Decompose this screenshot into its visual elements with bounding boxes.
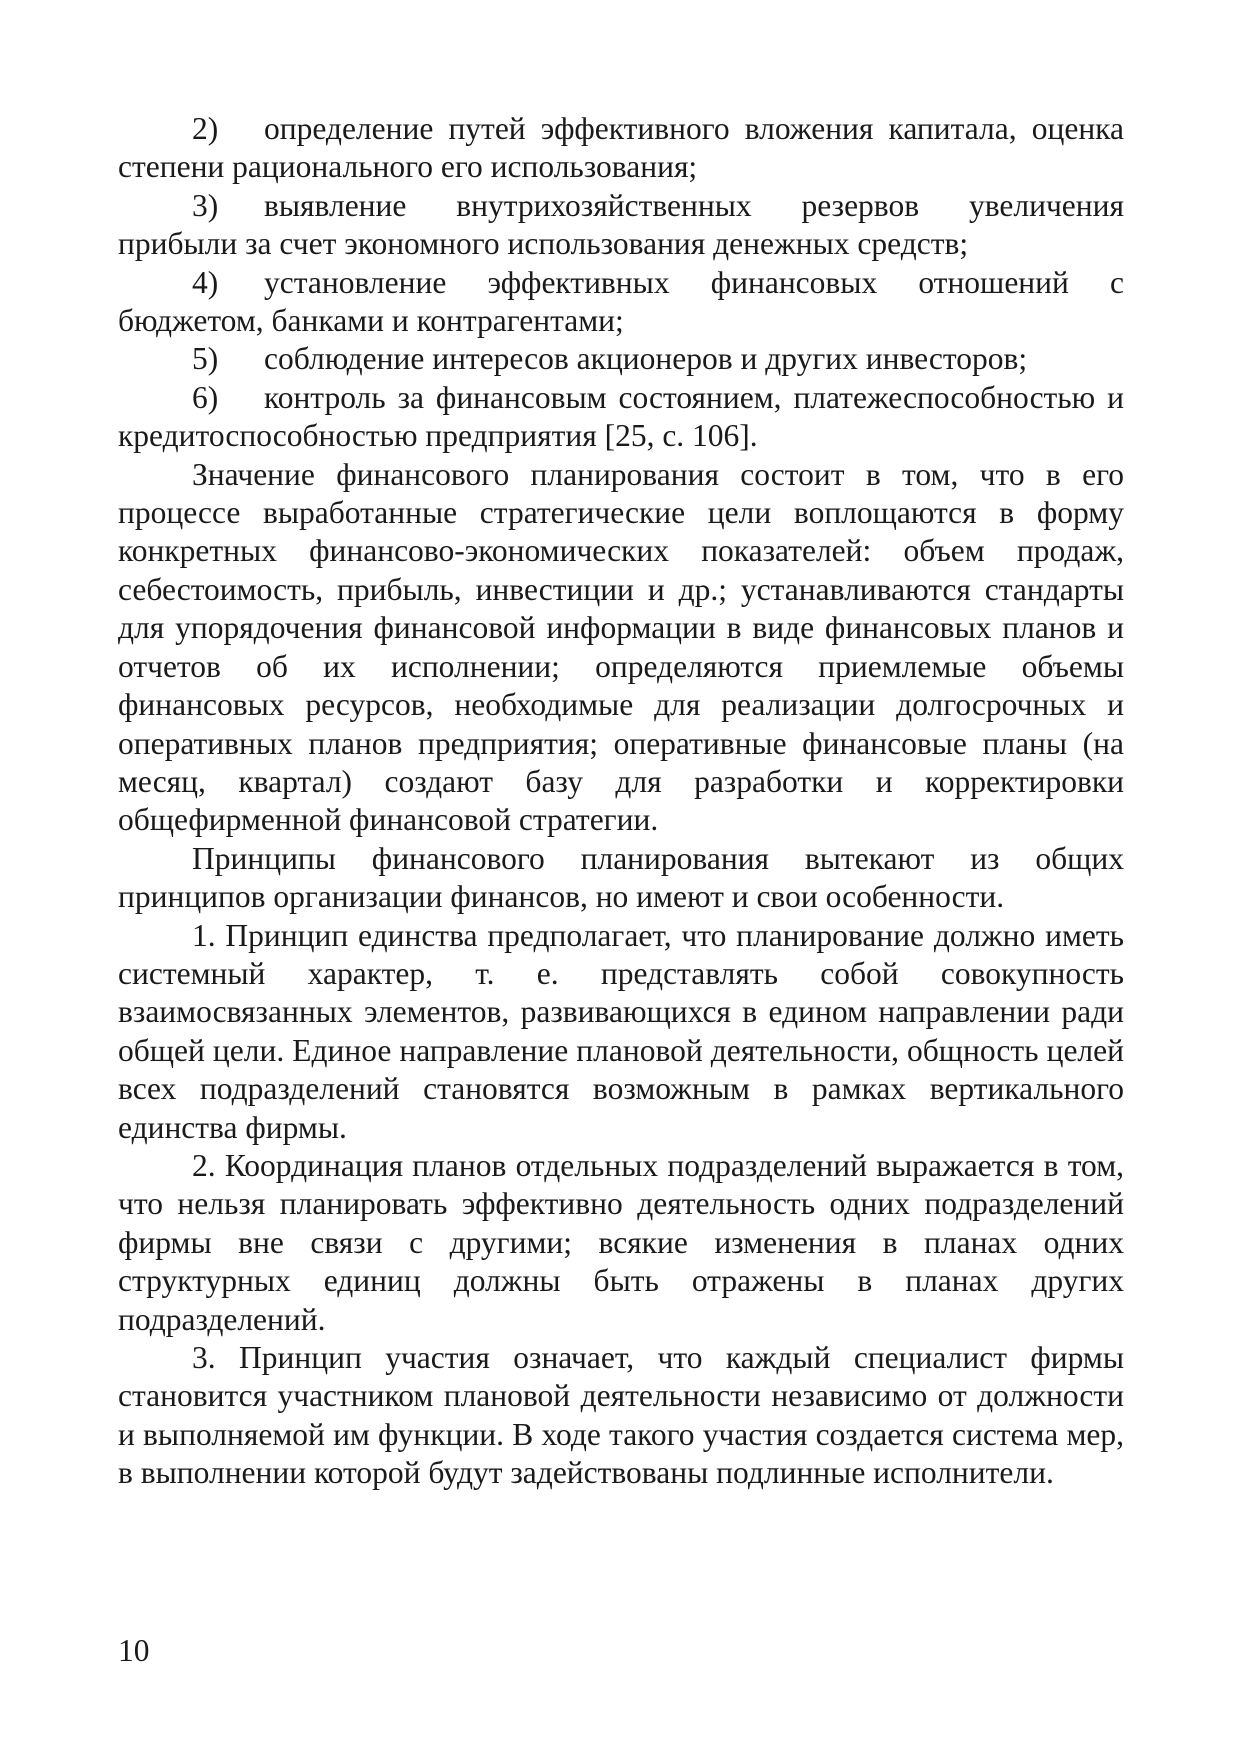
list-item-text: контроль за финансовым состоянием, платежеспособностью и кредитоспособностью предприятия [25, с. 106]. [118, 379, 1124, 454]
list-item-number: 4) [192, 264, 219, 300]
paragraph-principle-unity: 1. Принцип единства предполагает, что планирование должно иметь системный характер, т. е. представлять собой совокупность взаимосвязанных элементов, развивающихся в едином направлении ради общей цели. Единое направление плановой деятельности, общность целей всех подразделений становятся возможным в рамках вертикального единства фирмы. [118, 917, 1124, 1145]
list-item-number: 2) [192, 111, 219, 146]
paragraph-principle-participation: 3. Принцип участия означает, что каждый специалист фирмы становится участником плановой деятельности независимо от должности и выполняемой им функции. В ходе такого участия создается система мер, в выполнении которой будут задействованы подлинные исполнители. [118, 1340, 1124, 1491]
page-body [118, 110, 1124, 1493]
paragraph-planning-value: Значение финансового планирования состоит в том, что в его процессе выработанные стратегические цели воплощаются в форму конкретных финансово-экономических показателей: объем продаж, себестоимость, прибыль, инвестиции и др.; устанавливаются стандарты для упорядочения финансовой информации в виде финансовых планов и отчетов об их исполнении; определяются приемлемые объемы финансовых ресурсов, необходимые для реализации долгосрочных и оперативных планов предприятия; оперативные финансовые планы (на месяц, квартал) создают базу для разработки и корректировки общефирменной финансовой стратегии. [118, 456, 1124, 838]
list-item [118, 264, 1124, 341]
list-item-text: соблюдение интересов акционеров и других инвесторов; [264, 341, 1028, 377]
list-item-text: определение путей эффективного вложения капитала, оценка степени рационального его использования; [118, 111, 1124, 185]
list-item-number: 5) [192, 341, 219, 377]
list-item [118, 340, 1124, 378]
list-item-number: 3) [192, 187, 219, 223]
list-item [118, 379, 1124, 456]
list-item [118, 187, 1124, 264]
list-item [118, 110, 1124, 187]
list-item-text: установление эффективных финансовых отношений с бюджетом, банками и контрагентами; [118, 264, 1124, 339]
list-item-text: выявление внутрихозяйственных резервов увеличения прибыли за счет экономного использования денежных средств; [118, 187, 1124, 262]
page-number: 10 [118, 1633, 150, 1668]
list-item-number: 6) [192, 379, 219, 415]
paragraph-principle-coordination: 2. Координация планов отдельных подразделений выражается в том, что нельзя планировать эффективно деятельность одних подразделений фирмы вне связи с другими; всякие изменения в планах одних структурных единиц должны быть отражены в планах других подразделений. [118, 1147, 1124, 1337]
paragraph-planning-principles: Принципы финансового планирования вытекают из общих принципов организации финансов, но имеют и свои особенности. [118, 840, 1124, 915]
